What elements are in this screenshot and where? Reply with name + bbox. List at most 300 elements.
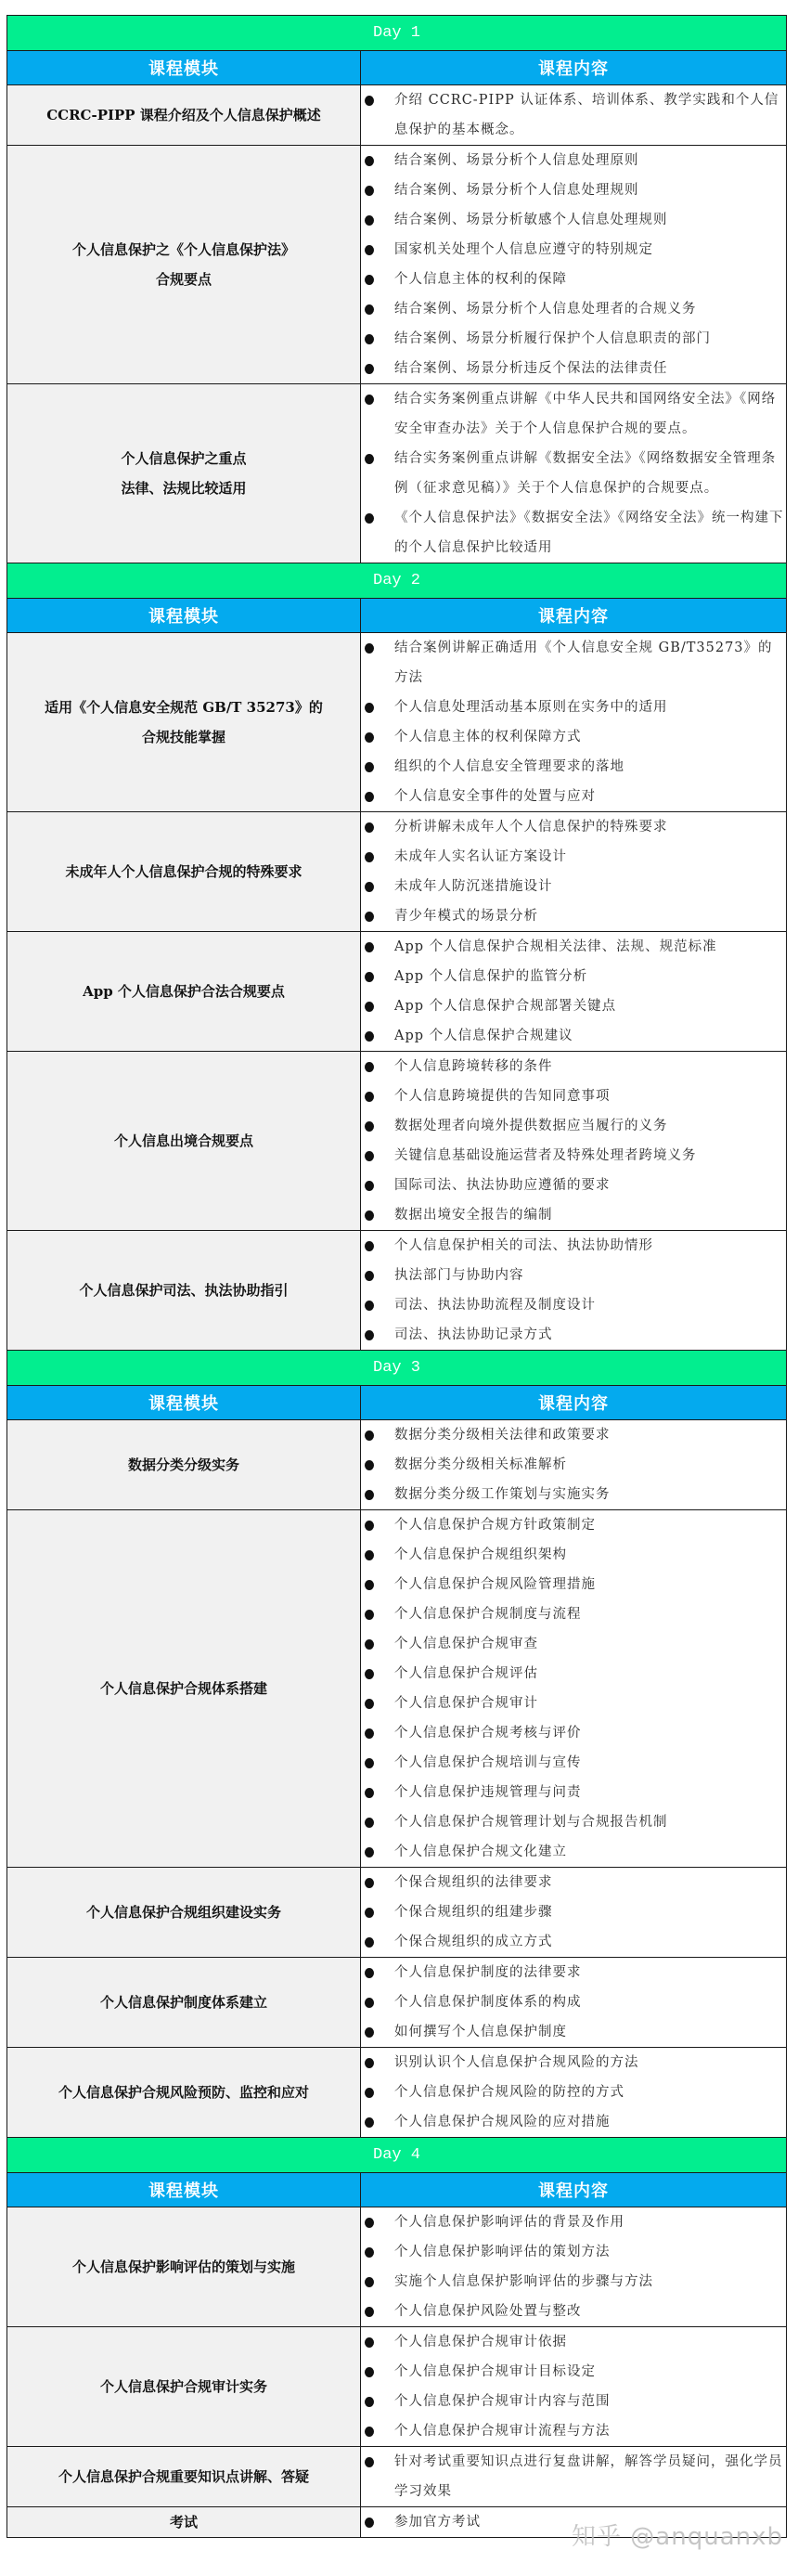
content-cell xyxy=(361,2507,787,2538)
day-label: Day 3 xyxy=(7,1351,787,1386)
module-cell xyxy=(7,1420,361,1510)
list-item-text: 参加官方考试 xyxy=(394,2515,481,2530)
bullet-icon xyxy=(365,1430,374,1441)
day-label: Day 2 xyxy=(7,563,787,599)
list-item xyxy=(361,1261,786,1290)
module-cell xyxy=(7,384,361,563)
list-item-text: 个人信息保护合规考核与评价 xyxy=(394,1726,582,1741)
bullet-icon xyxy=(365,1998,374,2008)
module-title-line: 个人信息保护合规风险预防、监控和应对 xyxy=(58,2084,309,2101)
list-item-text: 数据出境安全报告的编制 xyxy=(394,1208,553,1223)
list-item xyxy=(361,175,786,205)
module-title-line: 个人信息保护司法、执法协助指引 xyxy=(79,1282,289,1299)
list-item-text: 数据处理者向境外提供数据应当履行的义务 xyxy=(394,1119,668,1133)
content-list xyxy=(361,384,786,563)
list-item xyxy=(361,2447,786,2506)
module-cell xyxy=(7,85,361,146)
content-list xyxy=(361,2327,786,2446)
column-header-content: 课程内容 xyxy=(361,51,787,85)
list-item xyxy=(361,354,786,383)
list-item xyxy=(361,1718,786,1748)
list-item xyxy=(361,205,786,235)
content-list xyxy=(361,932,786,1051)
column-header-row xyxy=(7,599,787,633)
bullet-icon xyxy=(365,2337,374,2348)
list-item xyxy=(361,1200,786,1230)
list-item-text: 结合案例、场景分析违反个保法的法律责任 xyxy=(394,361,668,376)
module-title-line: 个人信息保护合规审计实务 xyxy=(99,2378,267,2395)
module-cell xyxy=(7,2327,361,2447)
bullet-icon xyxy=(365,1758,374,1768)
bullet-icon xyxy=(365,2088,374,2098)
list-item-text: 司法、执法协助流程及制度设计 xyxy=(394,1298,596,1313)
list-item-text: App 个人信息保护的监管分析 xyxy=(394,969,588,984)
content-list xyxy=(361,812,786,931)
list-item xyxy=(361,1320,786,1350)
list-item xyxy=(361,2048,786,2078)
column-header-module: 课程模块 xyxy=(7,1386,361,1420)
module-cell xyxy=(7,812,361,932)
list-item xyxy=(361,146,786,175)
bullet-icon xyxy=(365,275,374,285)
list-item-text: 介绍 CCRC-PIPP 认证体系、培训体系、教学实践和个人信息保护的基本概念。 xyxy=(394,93,779,137)
list-item xyxy=(361,633,786,693)
list-item xyxy=(361,1599,786,1629)
list-item-text: 个人信息保护合规审计 xyxy=(394,1696,538,1711)
list-item xyxy=(361,872,786,901)
table-row xyxy=(7,2447,787,2507)
bullet-icon xyxy=(365,513,374,524)
list-item xyxy=(361,1052,786,1081)
bullet-icon xyxy=(365,2457,374,2467)
table-row xyxy=(7,1420,787,1510)
content-cell xyxy=(361,1420,787,1510)
list-item xyxy=(361,1480,786,1509)
content-cell xyxy=(361,812,787,932)
bullet-icon xyxy=(365,1301,374,1311)
list-item xyxy=(361,2327,786,2357)
list-item xyxy=(361,1778,786,1807)
list-item xyxy=(361,294,786,324)
list-item xyxy=(361,384,786,444)
module-title-line: 合规技能掌握 xyxy=(141,729,225,745)
bullet-icon xyxy=(365,1330,374,1340)
bullet-icon xyxy=(365,215,374,226)
module-title-line: 合规要点 xyxy=(155,271,212,288)
content-cell xyxy=(361,1958,787,2048)
content-cell xyxy=(361,2048,787,2138)
list-item xyxy=(361,2416,786,2446)
table-row xyxy=(7,633,787,812)
bullet-icon xyxy=(365,1610,374,1620)
list-item-text: 个人信息主体的权利的保障 xyxy=(394,272,567,287)
content-list xyxy=(361,1052,786,1230)
list-item-text: 结合案例、场景分析履行保护个人信息职责的部门 xyxy=(394,331,711,346)
list-item xyxy=(361,2267,786,2297)
bullet-icon xyxy=(365,972,374,982)
table-row xyxy=(7,1958,787,2048)
content-cell xyxy=(361,384,787,563)
list-item-text: 个人信息保护影响评估的策划方法 xyxy=(394,2245,611,2259)
content-cell xyxy=(361,2447,787,2507)
table-row xyxy=(7,2048,787,2138)
list-item xyxy=(361,1141,786,1171)
list-item-text: 分析讲解未成年人个人信息保护的特殊要求 xyxy=(394,820,668,835)
module-cell xyxy=(7,1510,361,1868)
column-header-content: 课程内容 xyxy=(361,599,787,633)
table-row xyxy=(7,384,787,563)
module-title-line: 适用《个人信息安全规范 GB/T 35273》的 xyxy=(45,699,323,716)
bullet-icon xyxy=(365,1121,374,1132)
bullet-icon xyxy=(365,792,374,802)
module-title-line: 个人信息保护合规组织建设实务 xyxy=(85,1904,281,1921)
list-item xyxy=(361,1868,786,1897)
day-header-row xyxy=(7,1351,787,1386)
list-item-text: 执法部门与协助内容 xyxy=(394,1268,524,1283)
list-item-text: 个人信息保护相关的司法、执法协助情形 xyxy=(394,1238,653,1253)
module-title-line: 个人信息保护之重点 xyxy=(121,450,247,467)
list-item-text: 个人信息保护合规风险管理措施 xyxy=(394,1577,596,1592)
module-title-line: 数据分类分级实务 xyxy=(127,1456,239,1473)
content-cell xyxy=(361,2207,787,2327)
list-item xyxy=(361,1111,786,1141)
bullet-icon xyxy=(365,364,374,374)
content-cell xyxy=(361,85,787,146)
day-label: Day 4 xyxy=(7,2138,787,2173)
bullet-icon xyxy=(365,2518,374,2528)
module-title-line: 个人信息出境合规要点 xyxy=(113,1133,253,1149)
list-item xyxy=(361,444,786,503)
day-header-row xyxy=(7,16,787,51)
content-cell xyxy=(361,1231,787,1351)
bullet-icon xyxy=(365,1460,374,1470)
bullet-icon xyxy=(365,1151,374,1161)
content-list xyxy=(361,2447,786,2506)
module-cell xyxy=(7,2048,361,2138)
bullet-icon xyxy=(365,395,374,405)
list-item xyxy=(361,1927,786,1957)
bullet-icon xyxy=(365,942,374,952)
list-item-text: 个人信息保护合规培训与宣传 xyxy=(394,1755,582,1770)
list-item-text: 个人信息保护合规文化建立 xyxy=(394,1845,567,1859)
module-cell xyxy=(7,2507,361,2538)
content-list xyxy=(361,85,786,145)
module-title-line: 个人信息保护合规体系搭建 xyxy=(99,1680,267,1697)
bullet-icon xyxy=(365,2247,374,2258)
content-list xyxy=(361,633,786,811)
column-header-row xyxy=(7,51,787,85)
bullet-icon xyxy=(365,732,374,743)
list-item xyxy=(361,2107,786,2137)
bullet-icon xyxy=(365,2367,374,2377)
bullet-icon xyxy=(365,1728,374,1739)
list-item xyxy=(361,2078,786,2107)
bullet-icon xyxy=(365,2427,374,2437)
list-item xyxy=(361,1540,786,1570)
module-cell xyxy=(7,2207,361,2327)
module-cell xyxy=(7,1231,361,1351)
list-item xyxy=(361,1420,786,1450)
table-row xyxy=(7,1868,787,1958)
watermark: 知乎 @anquanxb xyxy=(572,2523,783,2551)
list-item-text: 个人信息跨境提供的告知同意事项 xyxy=(394,1089,611,1104)
list-item-text: 国家机关处理个人信息应遵守的特别规定 xyxy=(394,242,653,257)
module-title-line: 个人信息保护制度体系建立 xyxy=(99,1994,267,2011)
list-item xyxy=(361,1290,786,1320)
list-item-text: 个人信息保护制度的法律要求 xyxy=(394,1965,582,1980)
list-item xyxy=(361,324,786,354)
table-row xyxy=(7,1510,787,1868)
content-list xyxy=(361,1420,786,1509)
list-item xyxy=(361,2297,786,2326)
content-list xyxy=(361,1231,786,1350)
bullet-icon xyxy=(365,1699,374,1709)
content-cell xyxy=(361,2327,787,2447)
content-cell xyxy=(361,1868,787,1958)
list-item-text: 个人信息主体的权利保障方式 xyxy=(394,730,582,744)
list-item-text: 青少年模式的场景分析 xyxy=(394,909,538,924)
list-item-text: 国际司法、执法协助应遵循的要求 xyxy=(394,1178,611,1193)
bullet-icon xyxy=(365,2058,374,2068)
list-item xyxy=(361,812,786,842)
day-label: Day 1 xyxy=(7,16,787,51)
bullet-icon xyxy=(365,1210,374,1221)
bullet-icon xyxy=(365,96,374,106)
list-item-text: 个人信息保护合规审计内容与范围 xyxy=(394,2394,611,2409)
content-cell xyxy=(361,633,787,812)
module-cell xyxy=(7,146,361,384)
column-header-content: 课程内容 xyxy=(361,2173,787,2207)
list-item-text: 《个人信息保护法》《数据安全法》《网络安全法》统一构建下的个人信息保护比较适用 xyxy=(394,511,784,555)
bullet-icon xyxy=(365,703,374,713)
table-row xyxy=(7,2507,787,2538)
bullet-icon xyxy=(365,1908,374,1918)
list-item-text: 数据分类分级相关法律和政策要求 xyxy=(394,1428,611,1443)
list-item xyxy=(361,1629,786,1659)
list-item xyxy=(361,1958,786,1987)
bullet-icon xyxy=(365,1669,374,1679)
list-item-text: 如何撰写个人信息保护制度 xyxy=(394,2025,567,2039)
bullet-icon xyxy=(365,2218,374,2228)
content-list xyxy=(361,1958,786,2047)
module-cell xyxy=(7,932,361,1052)
content-list xyxy=(361,1868,786,1957)
list-item xyxy=(361,1231,786,1261)
list-item-text: 数据分类分级工作策划与实施实务 xyxy=(394,1487,611,1502)
list-item xyxy=(361,1081,786,1111)
list-item-text: 个人信息保护风险处置与整改 xyxy=(394,2304,582,2319)
content-list xyxy=(361,2507,786,2537)
list-item-text: 识别认识个人信息保护合规风险的方法 xyxy=(394,2055,639,2070)
list-item-text: 个保合规组织的组建步骤 xyxy=(394,1905,553,1920)
content-cell xyxy=(361,146,787,384)
list-item xyxy=(361,1510,786,1540)
table-row xyxy=(7,146,787,384)
list-item-text: 个人信息保护合规审计目标设定 xyxy=(394,2364,596,2379)
module-cell xyxy=(7,633,361,812)
list-item xyxy=(361,265,786,294)
bullet-icon xyxy=(365,245,374,255)
list-item-text: App 个人信息保护合规部署关键点 xyxy=(394,999,617,1014)
content-cell xyxy=(361,1052,787,1231)
list-item xyxy=(361,962,786,991)
table-row xyxy=(7,812,787,932)
bullet-icon xyxy=(365,643,374,654)
list-item xyxy=(361,503,786,563)
module-title-line: App 个人信息保护合法合规要点 xyxy=(83,983,285,1000)
list-item xyxy=(361,1837,786,1867)
content-list xyxy=(361,2207,786,2326)
list-item-text: 结合案例、场景分析敏感个人信息处理规则 xyxy=(394,213,668,227)
module-title-line: 法律、法规比较适用 xyxy=(121,480,247,497)
module-title-line: 个人信息保护之《个人信息保护法》 xyxy=(71,241,295,258)
list-item-text: 结合案例讲解正确适用《个人信息安全规 GB/T35273》的方法 xyxy=(394,641,773,685)
list-item-text: 结合实务案例重点讲解《数据安全法》《网络数据安全管理条例（征求意见稿）》关于个人信息保护的合规要点。 xyxy=(394,451,777,496)
bullet-icon xyxy=(365,852,374,862)
list-item-text: 个人信息安全事件的处置与应对 xyxy=(394,789,596,804)
list-item-text: 个人信息保护合规审计流程与方法 xyxy=(394,2424,611,2439)
list-item xyxy=(361,1748,786,1778)
list-item-text: 未成年人防沉迷措施设计 xyxy=(394,879,553,894)
list-item xyxy=(361,2357,786,2387)
list-item-text: 司法、执法协助记录方式 xyxy=(394,1327,553,1342)
list-item-text: 个人信息保护制度体系的构成 xyxy=(394,1995,582,2010)
list-item xyxy=(361,1570,786,1599)
list-item-text: 结合案例、场景分析个人信息处理规则 xyxy=(394,183,639,198)
list-item-text: 个人信息保护合规风险的应对措施 xyxy=(394,2115,611,2129)
list-item xyxy=(361,693,786,722)
list-item xyxy=(361,1171,786,1200)
day-header-row xyxy=(7,2138,787,2173)
list-item xyxy=(361,782,786,811)
table-row xyxy=(7,1052,787,1231)
bullet-icon xyxy=(365,156,374,166)
list-item-text: 实施个人信息保护影响评估的步骤与方法 xyxy=(394,2274,653,2289)
module-title-line: 未成年人个人信息保护合规的特殊要求 xyxy=(65,863,302,880)
list-item-text: 个人信息保护合规风险的防控的方式 xyxy=(394,2085,624,2100)
module-title-line: 考试 xyxy=(169,2514,198,2531)
list-item xyxy=(361,2017,786,2047)
list-item-text: 个保合规组织的法律要求 xyxy=(394,1875,553,1890)
bullet-icon xyxy=(365,1788,374,1798)
table-row xyxy=(7,85,787,146)
bullet-icon xyxy=(365,1241,374,1251)
bullet-icon xyxy=(365,1818,374,1828)
list-item xyxy=(361,842,786,872)
column-header-module: 课程模块 xyxy=(7,51,361,85)
bullet-icon xyxy=(365,2027,374,2038)
bullet-icon xyxy=(365,1031,374,1042)
list-item-text: 个人信息保护合规评估 xyxy=(394,1666,538,1681)
list-item-text: 结合实务案例重点讲解《中华人民共和国网络安全法》《网络安全审查办法》关于个人信息保护合规的要点。 xyxy=(394,392,777,436)
list-item xyxy=(361,2237,786,2267)
list-item xyxy=(361,901,786,931)
list-item xyxy=(361,2207,786,2237)
list-item-text: 个人信息保护合规组织架构 xyxy=(394,1547,567,1562)
bullet-icon xyxy=(365,1639,374,1650)
bullet-icon xyxy=(365,1937,374,1948)
table-row xyxy=(7,2327,787,2447)
list-item xyxy=(361,1897,786,1927)
list-item-text: 结合案例、场景分析个人信息处理者的合规义务 xyxy=(394,302,697,317)
list-item xyxy=(361,752,786,782)
column-header-module: 课程模块 xyxy=(7,599,361,633)
list-item-text: 数据分类分级相关标准解析 xyxy=(394,1457,567,1472)
column-header-content: 课程内容 xyxy=(361,1386,787,1420)
list-item-text: 个人信息保护合规审计依据 xyxy=(394,2335,567,2349)
table-row xyxy=(7,1231,787,1351)
column-header-row xyxy=(7,2173,787,2207)
day-header-row xyxy=(7,563,787,599)
bullet-icon xyxy=(365,304,374,315)
bullet-icon xyxy=(365,762,374,772)
bullet-icon xyxy=(365,1181,374,1191)
bullet-icon xyxy=(365,454,374,464)
table-row xyxy=(7,2207,787,2327)
bullet-icon xyxy=(365,1550,374,1560)
list-item xyxy=(361,2387,786,2416)
list-item xyxy=(361,235,786,265)
bullet-icon xyxy=(365,822,374,833)
bullet-icon xyxy=(365,2397,374,2407)
list-item-text: 组织的个人信息安全管理要求的落地 xyxy=(394,759,624,774)
bullet-icon xyxy=(365,1271,374,1281)
list-item xyxy=(361,1807,786,1837)
module-title-line: CCRC-PIPP 课程介绍及个人信息保护概述 xyxy=(46,107,321,123)
list-item-text: 个人信息保护合规管理计划与合规报告机制 xyxy=(394,1815,668,1830)
content-list xyxy=(361,2048,786,2137)
list-item-text: 个人信息保护合规制度与流程 xyxy=(394,1607,582,1622)
list-item xyxy=(361,85,786,145)
bullet-icon xyxy=(365,1580,374,1590)
content-list xyxy=(361,146,786,383)
list-item xyxy=(361,1021,786,1051)
list-item-text: 未成年人实名认证方案设计 xyxy=(394,849,567,864)
list-item-text: 个保合规组织的成立方式 xyxy=(394,1935,553,1949)
bullet-icon xyxy=(365,1092,374,1102)
bullet-icon xyxy=(365,1878,374,1888)
module-title-line: 个人信息保护影响评估的策划与实施 xyxy=(71,2259,295,2275)
list-item xyxy=(361,1689,786,1718)
column-header-module: 课程模块 xyxy=(7,2173,361,2207)
module-cell xyxy=(7,1958,361,2048)
list-item-text: App 个人信息保护合规相关法律、法规、规范标准 xyxy=(394,939,717,954)
module-cell xyxy=(7,1052,361,1231)
bullet-icon xyxy=(365,2117,374,2128)
list-item-text: 个人信息保护违规管理与问责 xyxy=(394,1785,582,1800)
bullet-icon xyxy=(365,1002,374,1012)
module-title-line: 个人信息保护合规重要知识点讲解、答疑 xyxy=(58,2468,309,2485)
content-cell xyxy=(361,932,787,1052)
list-item-text: 针对考试重要知识点进行复盘讲解，解答学员疑问，强化学员学习效果 xyxy=(394,2454,783,2499)
bullet-icon xyxy=(365,1968,374,1978)
list-item xyxy=(361,2507,786,2537)
list-item-text: 个人信息保护合规审查 xyxy=(394,1637,538,1651)
list-item-text: 个人信息跨境转移的条件 xyxy=(394,1059,553,1074)
list-item xyxy=(361,991,786,1021)
bullet-icon xyxy=(365,1847,374,1858)
content-list xyxy=(361,1510,786,1867)
list-item-text: App 个人信息保护合规建议 xyxy=(394,1029,573,1043)
list-item xyxy=(361,1450,786,1480)
list-item-text: 关键信息基础设施运营者及特殊处理者跨境义务 xyxy=(394,1148,697,1163)
bullet-icon xyxy=(365,1521,374,1531)
content-cell xyxy=(361,1510,787,1868)
list-item-text: 结合案例、场景分析个人信息处理原则 xyxy=(394,153,639,168)
bullet-icon xyxy=(365,2277,374,2287)
bullet-icon xyxy=(365,334,374,344)
list-item xyxy=(361,722,786,752)
